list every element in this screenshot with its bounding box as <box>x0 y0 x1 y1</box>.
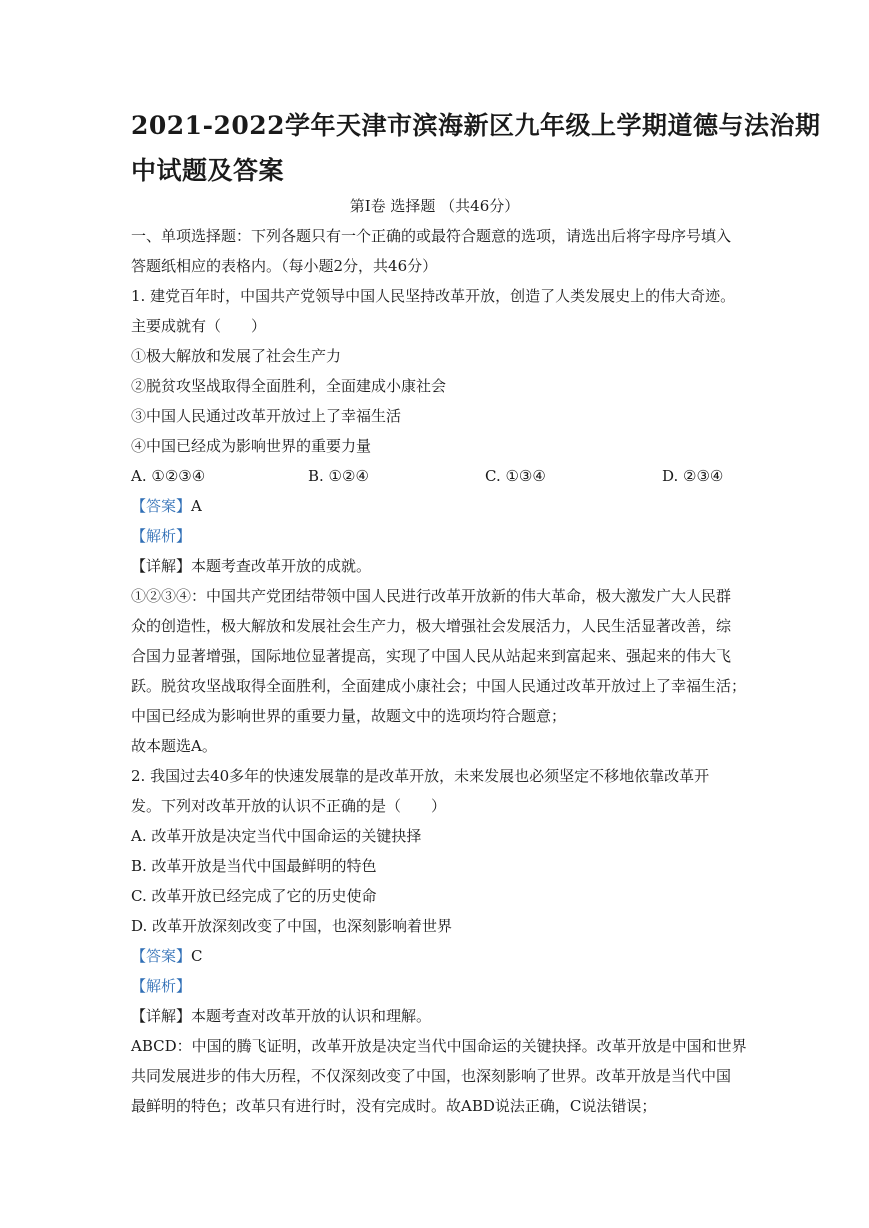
q1-answer-tag: 【答案】 <box>131 497 192 515</box>
q2-answer-value: C <box>191 947 203 965</box>
q1-option-d: D. ②③④ <box>662 467 724 485</box>
q1-analysis-tag: 【解析】 <box>131 527 192 545</box>
q2-stem-line-1: 2. 我国过去40多年的快速发展靠的是改革开放，未来发展也必须坚定不移地依靠改革开 <box>131 767 710 785</box>
q1-detail-line-5: 中国已经成为影响世界的重要力量，故题文中的选项均符合题意； <box>131 707 567 725</box>
q2-option-c: C. 改革开放已经完成了它的历史使命 <box>131 887 377 905</box>
q1-detail-tag: 【详解】 <box>131 557 192 575</box>
section-header: 第Ⅰ卷 选择题 （共46分） <box>349 197 520 215</box>
q1-detail-line-1: ①②③④：中国共产党团结带领中国人民进行改革开放新的伟大革命，极大激发广大人民群 <box>131 587 732 605</box>
q1-detail-line-3: 合国力显著增强，国际地位显著提高，实现了中国人民从站起来到富起来、强起来的伟大飞 <box>131 647 732 665</box>
q1-stem-line-2: 主要成就有（ ） <box>131 317 267 335</box>
q1-item-2: ②脱贫攻坚战取得全面胜利，全面建成小康社会 <box>131 377 447 395</box>
q1-option-a: A. ①②③④ <box>131 467 206 485</box>
q2-detail-line-1: ABCD：中国的腾飞证明，改革开放是决定当代中国命运的关键抉择。改革开放是中国和世界 <box>131 1037 747 1055</box>
q1-item-3: ③中国人民通过改革开放过上了幸福生活 <box>131 407 402 425</box>
q1-stem-line-1: 1. 建党百年时，中国共产党领导中国人民坚持改革开放，创造了人类发展史上的伟大奇迹。 <box>131 287 736 305</box>
q1-option-c: C. ①③④ <box>485 467 546 485</box>
q1-item-4: ④中国已经成为影响世界的重要力量 <box>131 437 372 455</box>
doc-title-line-1: 2021-2022学年天津市滨海新区九年级上学期道德与法治期 <box>131 111 821 140</box>
q1-answer-value: A <box>191 497 202 515</box>
q1-detail-intro: 本题考查改革开放的成就。 <box>191 557 372 575</box>
q1-detail-intro-line <box>131 556 371 576</box>
q1-answer <box>131 496 202 516</box>
q2-detail-intro: 本题考查对改革开放的认识和理解。 <box>191 1007 432 1025</box>
q2-detail-tag: 【详解】 <box>131 1007 192 1025</box>
doc-title-line-2: 中试题及答案 <box>131 156 285 185</box>
q2-detail-intro-line <box>131 1006 431 1026</box>
q2-option-d: D. 改革开放深刻改变了中国，也深刻影响着世界 <box>131 917 453 935</box>
q2-detail-line-3: 最鲜明的特色；改革只有进行时，没有完成时。故ABD说法正确，C说法错误； <box>131 1097 657 1115</box>
q1-detail-line-2: 众的创造性，极大解放和发展社会生产力，极大增强社会发展活力，人民生活显著改善，综 <box>131 617 732 635</box>
instructions-line-1: 一、单项选择题：下列各题只有一个正确的或最符合题意的选项，请选出后将字母序号填入 <box>131 227 732 245</box>
q2-analysis-tag: 【解析】 <box>131 977 192 995</box>
q1-detail-line-4: 跃。脱贫攻坚战取得全面胜利，全面建成小康社会；中国人民通过改革开放过上了幸福生活； <box>131 677 747 695</box>
q2-detail-line-2: 共同发展进步的伟大历程，不仅深刻改变了中国，也深刻影响了世界。改革开放是当代中国 <box>131 1067 732 1085</box>
q2-answer <box>131 946 203 966</box>
q2-option-b: B. 改革开放是当代中国最鲜明的特色 <box>131 857 377 875</box>
q1-item-1: ①极大解放和发展了社会生产力 <box>131 347 342 365</box>
q2-answer-tag: 【答案】 <box>131 947 192 965</box>
q2-option-a: A. 改革开放是决定当代中国命运的关键抉择 <box>131 827 422 845</box>
instructions-line-2: 答题纸相应的表格内。（每小题2分，共46分） <box>131 257 438 275</box>
q1-detail-line-6: 故本题选A。 <box>131 737 217 755</box>
q1-option-b: B. ①②④ <box>308 467 369 485</box>
q2-stem-line-2: 发。下列对改革开放的认识不正确的是（ ） <box>131 797 447 815</box>
